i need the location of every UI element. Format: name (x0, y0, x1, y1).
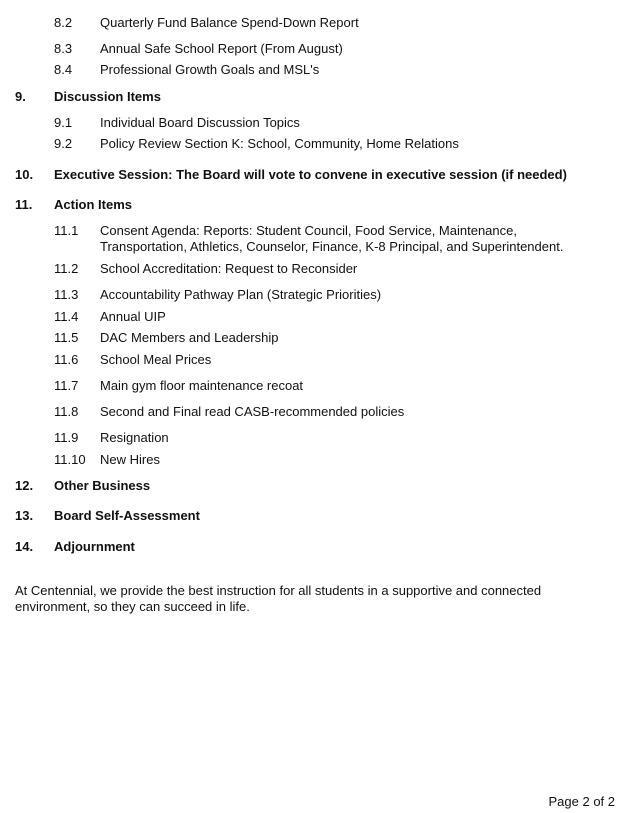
subitem-text: Individual Board Discussion Topics (100, 115, 300, 130)
subitem-text: Professional Growth Goals and MSL's (100, 62, 320, 77)
section-title: Other Business (54, 478, 151, 493)
subitem-number: 11.3 (54, 287, 79, 302)
subitem-number: 11.8 (54, 404, 79, 419)
section-title: Executive Session: The Board will vote to convene in executive session (if needed) (54, 167, 567, 182)
subitem-text: Policy Review Section K: School, Community, Home Relations (100, 136, 459, 151)
subitem-number: 11.10 (54, 452, 86, 467)
subitem-text: Resignation (100, 430, 169, 445)
section-title: Action Items (54, 197, 133, 212)
section-number: 10. (15, 167, 34, 182)
subitem-number: 8.4 (54, 62, 73, 77)
section-title: Board Self-Assessment (54, 508, 200, 523)
subitem-number: 11.7 (54, 378, 79, 393)
subitem-text: Annual Safe School Report (From August) (100, 41, 343, 56)
subitem-text: Annual UIP (100, 309, 166, 324)
subitem-text: School Accreditation: Request to Reconsider (100, 261, 358, 276)
subitem-number: 11.2 (54, 261, 79, 276)
section-number: 11. (15, 197, 33, 212)
section-title: Adjournment (54, 539, 135, 554)
subitem-number: 11.5 (54, 330, 79, 345)
subitem-text: Accountability Pathway Plan (Strategic Priorities) (100, 287, 382, 302)
subitem-text: Quarterly Fund Balance Spend-Down Report (100, 15, 359, 30)
subitem-number: 9.2 (54, 136, 73, 151)
section-number: 14. (15, 539, 34, 554)
subitem-text: Second and Final read CASB-recommended policies (100, 404, 405, 419)
subitem-number: 11.4 (54, 309, 79, 324)
subitem-text: Main gym floor maintenance recoat (100, 378, 304, 393)
section-number: 9. (15, 89, 26, 104)
section-number: 13. (15, 508, 34, 523)
subitem-number: 8.2 (54, 15, 73, 30)
subitem-text: School Meal Prices (100, 352, 212, 367)
subitem-number: 11.9 (54, 430, 79, 445)
page-number: Page 2 of 2 (548, 794, 615, 809)
subitem-text: New Hires (100, 452, 160, 467)
section-title: Discussion Items (54, 89, 161, 104)
subitem-number: 11.1 (54, 223, 79, 238)
subitem-text: Consent Agenda: Reports: Student Council, Food Service, Maintenance, Transportation, Athletics, Counselor, Finance, K-8 Principal, and Superintendent. (100, 223, 564, 254)
subitem-number: 8.3 (54, 41, 73, 56)
subitem-number: 9.1 (54, 115, 73, 130)
section-number: 12. (15, 478, 34, 493)
subitem-text: DAC Members and Leadership (100, 330, 279, 345)
mission-statement: At Centennial, we provide the best instruction for all students in a supportive and connected environment, so they can succeed in life. (15, 583, 542, 614)
subitem-number: 11.6 (54, 352, 79, 367)
